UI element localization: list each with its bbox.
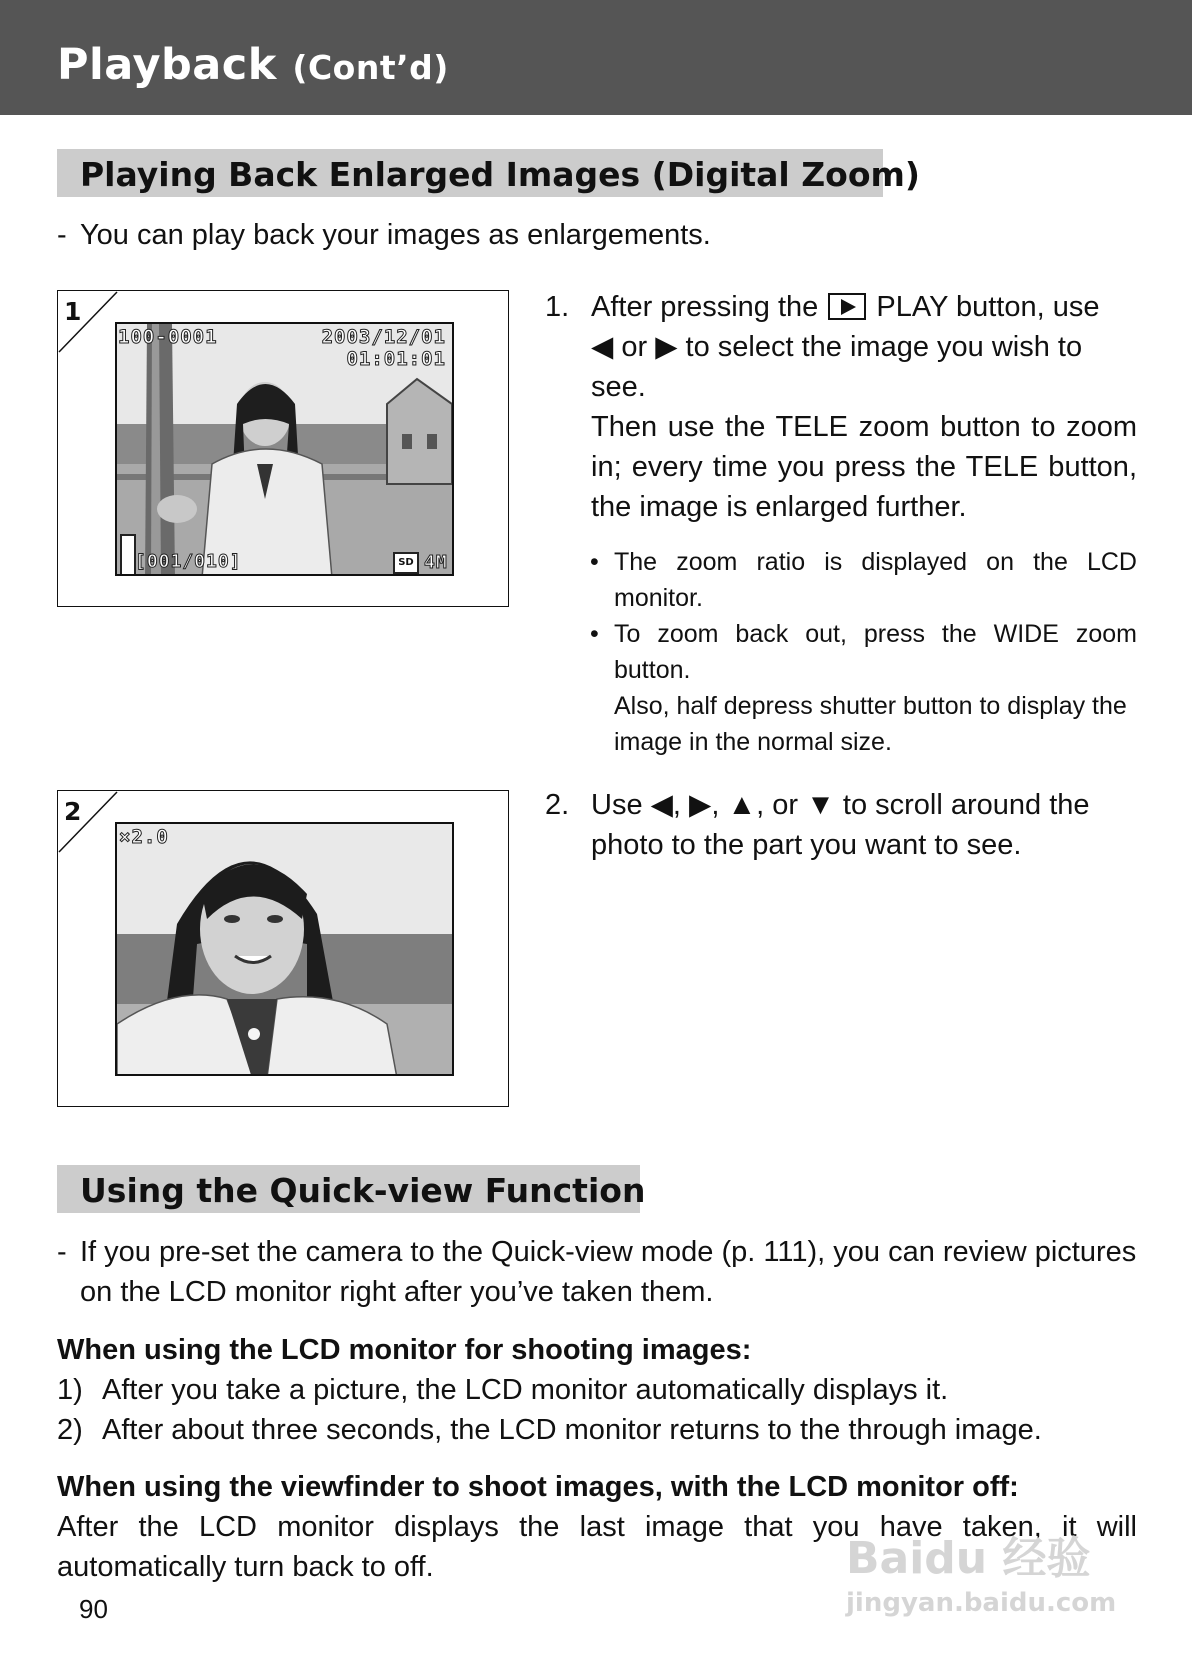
figure-number: 1 (64, 297, 82, 326)
osd-file-number: 100-0001 (118, 326, 218, 348)
intro-text: You can play back your images as enlargements. (80, 219, 711, 251)
figure-number: 2 (64, 797, 82, 826)
osd-time: 01:01:01 (346, 348, 446, 370)
header-bar (0, 0, 1192, 115)
step-number: 1. (545, 291, 570, 323)
step-1-body (591, 287, 1137, 527)
section-heading-quick-view (57, 1165, 646, 1213)
osd-image-size: 4M (424, 552, 448, 573)
step-2-text: Use ◀, ▶, ▲, or ▼ to scroll around the photo to the part you want to see. (591, 789, 1090, 861)
title-subtitle: (Cont’d) (292, 48, 449, 87)
quick-view-intro-text: If you pre-set the camera to the Quick-view mode (p. 111), you can review pictures on the LCD monitor right after you’ve taken them. (80, 1236, 1137, 1308)
osd-zoom-ratio: ×2.0 (119, 826, 169, 848)
title-text: Playback (57, 40, 277, 90)
page-number: 90 (79, 1594, 108, 1624)
baidu-watermark: Baidu 经验 jingyan.baidu.com (846, 1533, 1117, 1618)
step-1-line2: ◀ or ▶ to select the image you wish to see. (591, 331, 1083, 403)
section-heading-text: Playing Back Enlarged Images (Digital Zoom) (80, 155, 920, 194)
osd-frame-counter: [001/010] (135, 551, 242, 572)
osd-date: 2003/12/01 (321, 326, 446, 348)
lcd-screen-zoomed (115, 822, 454, 1076)
sd-card-icon: SD (393, 552, 419, 574)
battery-icon (120, 534, 136, 576)
lcd-screen-normal (115, 322, 454, 576)
viewfinder-subheading: When using the viewfinder to shoot images, with the LCD monitor off: (57, 1471, 1019, 1503)
step-1-line3: Then use the TELE zoom button to zoom in; every time you press the TELE button, the image is enlarged further. (591, 411, 1137, 523)
play-button-icon (828, 293, 866, 320)
figure-1 (57, 290, 509, 607)
list-item: • To zoom back out, press the WIDE zoom button. (590, 620, 1137, 684)
figure-2 (57, 790, 509, 1107)
viewfinder-text: After the LCD monitor displays the last image that you have taken, it will automatically turn back to off. (57, 1511, 1137, 1583)
step-number: 2. (545, 789, 570, 821)
page-title (57, 40, 449, 90)
step-1-line1: After pressing the PLAY button, use (591, 291, 1100, 323)
lcd-subheading: When using the LCD monitor for shooting images: (57, 1334, 752, 1366)
section-heading-digital-zoom (57, 149, 920, 197)
step-1-notes (590, 544, 1137, 760)
list-item-continued: Also, half depress shutter button to display the image in the normal size. (614, 692, 1127, 756)
photo-woman-zoomed (117, 824, 454, 1076)
section-heading-text: Using the Quick-view Function (80, 1171, 646, 1210)
list-item: • The zoom ratio is displayed on the LCD monitor. (590, 548, 1137, 612)
